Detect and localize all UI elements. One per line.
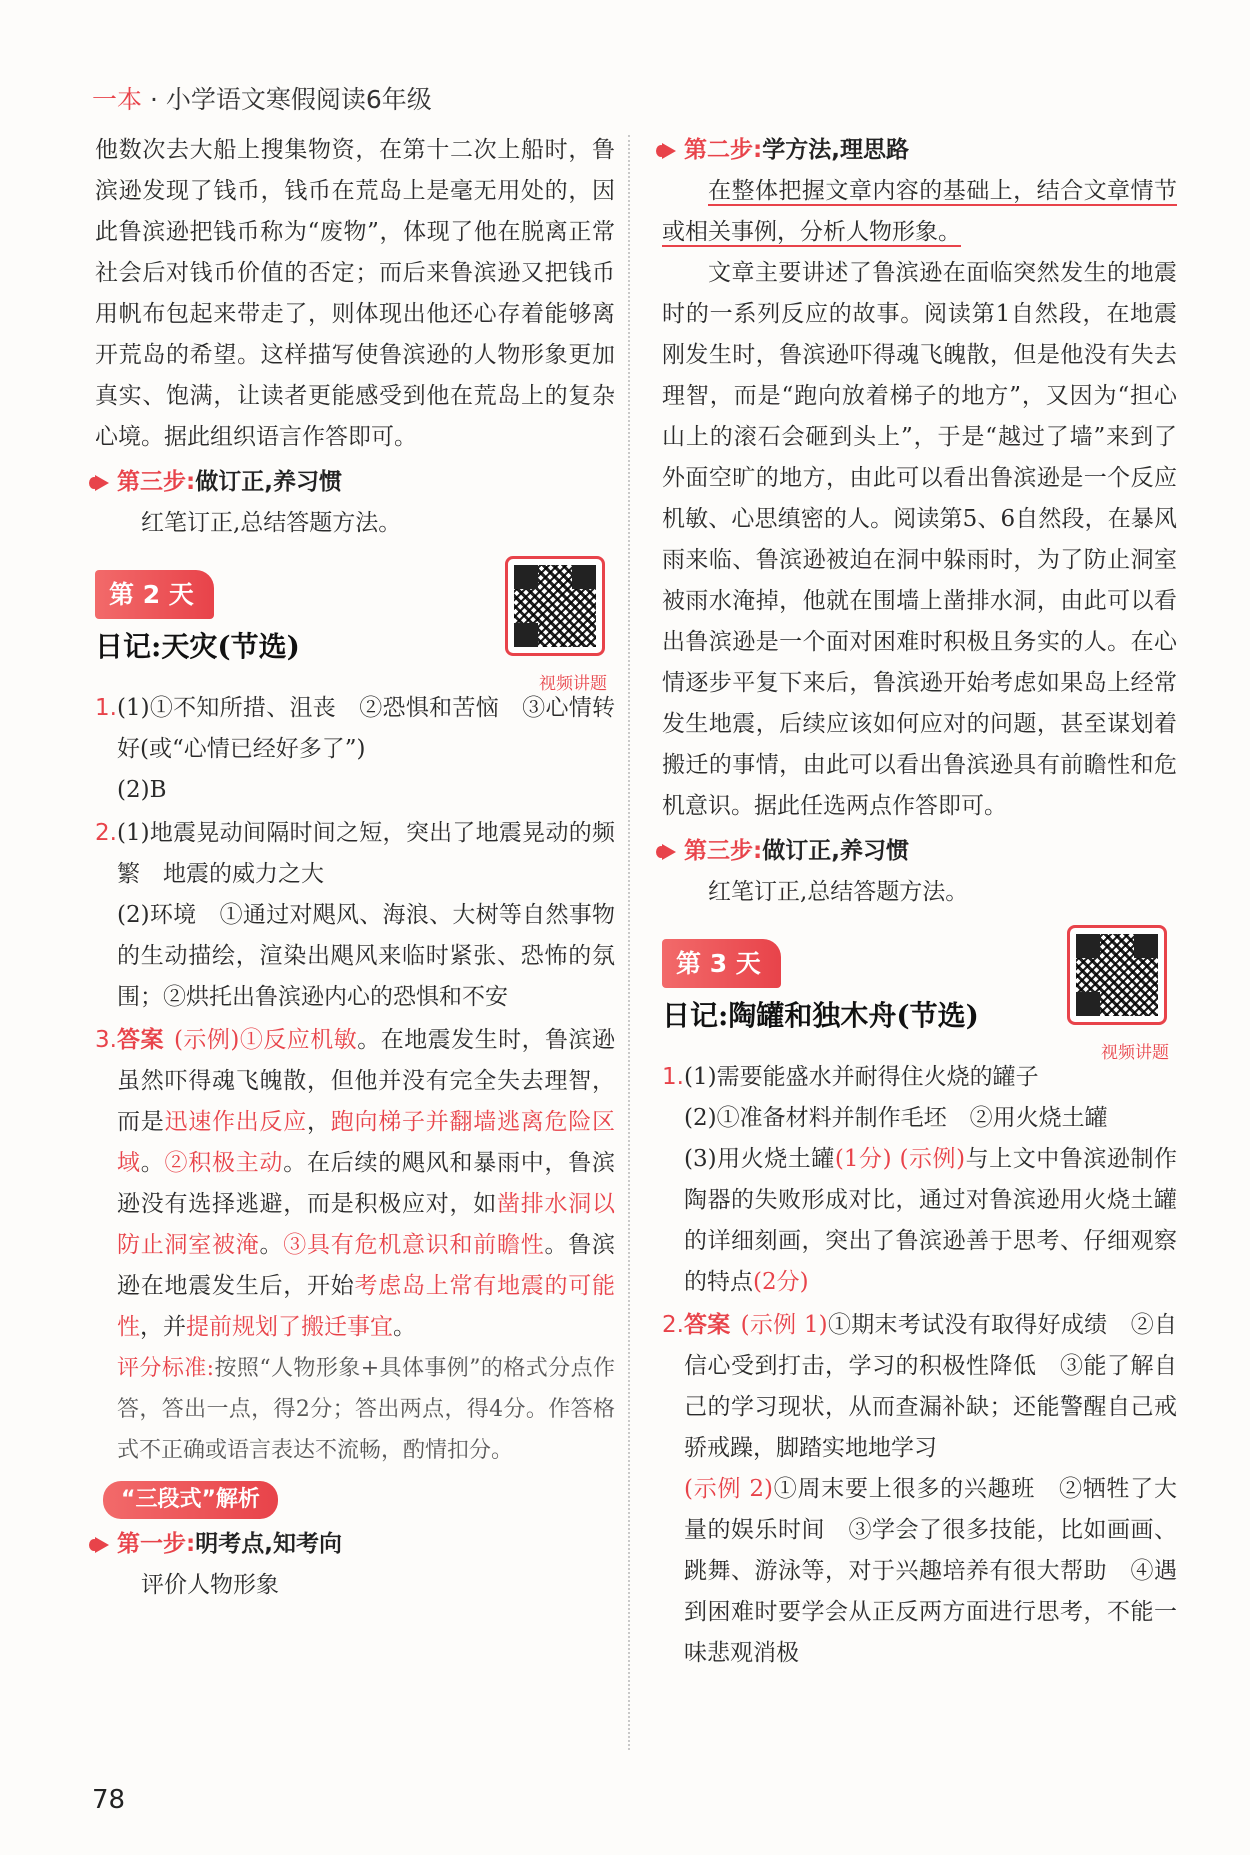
day-title: 日记:陶罐和独木舟(节选) [662,999,979,1032]
text: 。在后续的飓风和暴雨中，鲁滨逊没有选择逃避，而是积极应对，如 [117,1150,615,1217]
left-column [95,130,615,1606]
answer-label: 答案 [684,1312,731,1338]
qr-code-icon[interactable] [505,556,605,656]
example-tag: (示例) [899,1146,966,1172]
step-desc: 做订正,养习惯 [762,838,909,864]
step3-body: 红笔订正,总结答题方法。 [708,879,969,905]
answer-part-2: (2)①准备材料并制作毛坯 ②用火烧土罐 [684,1105,1108,1131]
text: ，并 [140,1314,186,1340]
score: (1分) [834,1146,892,1172]
question-1 [662,1057,1177,1303]
step-desc: 明考点,知考向 [195,1531,342,1557]
scoring-text: 按照“人物形象+具体事例”的格式分点作答，答出一点，得2分；答出两点，得4分。作答格式不正确或语言表达不流畅，酌情扣分。 [117,1356,615,1463]
bullet-arrow-icon [95,1537,109,1553]
text: 。鲁滨逊在地震发生后，开始 [117,1232,615,1299]
step1-body: 评价人物形象 [141,1572,279,1598]
scoring-criteria [117,1348,615,1471]
highlight: ①反应机敏 [239,1027,358,1053]
analysis-paragraph: 文章主要讲述了鲁滨逊在面临突然发生的地震时的一系列反应的故事。阅读第1自然段，在地震刚发生时，鲁滨逊吓得魂飞魄散，但是他没有失去理智，而是“跑向放着梯子的地方”，又因为“担心山上的滚石会砸到头上”，于是“越过了墙”来到了外面空旷的地方，由此可以看出鲁滨逊是一个反应机敏、心思缜密的人。阅读第5、6自然段，在暴风雨来临、鲁滨逊被迫在洞中躲雨时，为了防止洞室被雨水淹掉，他就在围墙上凿排水洞，由此可以看出鲁滨逊是一个面对困难时积极且务实的人。在心情逐步平复下来后，鲁滨逊开始考虑如果岛上经常发生地震，后续应该如何应对的问题，甚至谋划着搬迁的事情，由此可以看出鲁滨逊具有前瞻性和危机意识。据此任选两点作答即可。 [662,260,1177,819]
answer-part-3 [684,1139,1177,1303]
text: ， [307,1109,331,1135]
highlight: ②积极主动 [164,1150,284,1176]
question-number: 2. [662,1312,684,1338]
highlight: 凿排水洞以防止洞室被淹 [117,1191,615,1258]
right-column [662,130,1177,1674]
answer-label: 答案 [117,1027,164,1053]
book-title: 小学语文寒假阅读6年级 [165,85,432,114]
day-tag: 第 3 天 [662,939,781,988]
step-name: 第一步: [117,1531,196,1557]
question-3 [95,1020,615,1471]
three-step-analysis-badge: “三段式”解析 [103,1481,278,1519]
step3-body: 红笔订正,总结答题方法。 [141,510,402,536]
brand-name: 一本 [92,85,143,114]
step2-heading [662,130,1177,171]
step3-heading [662,831,1177,872]
question-number: 1. [95,695,117,721]
example-tag: (示例 2) [684,1476,773,1502]
qr-code-icon[interactable] [1067,925,1167,1025]
step-name: 第三步: [117,469,196,495]
text: 。 [393,1314,416,1340]
bullet-arrow-icon [662,143,676,159]
answer-example-1 [684,1305,1177,1469]
step-desc: 学方法,理思路 [762,137,909,163]
question-number: 1. [662,1064,684,1090]
text: ①期末考试没有取得好成绩 ②自信心受到打击，学习的积极性降低 ③能了解自己的学习现状，从而查漏补缺；还能警醒自己戒骄戒躁，脚踏实地地学习 [684,1312,1178,1461]
text: ①周末要上很多的兴趣班 ②牺牲了大量的娱乐时间 ③学会了很多技能，比如画画、跳舞、游泳等，对于兴趣培养有很大帮助 ④遇到困难时要学会从正反两方面进行思考，不能一味悲观消极 [684,1476,1178,1666]
answer-part-1: (1)需要能盛水并耐得住火烧的罐子 [684,1064,1039,1090]
answer-part-2: (2)B [117,777,167,803]
scoring-label: 评分标准: [117,1356,215,1381]
step-desc: 做订正,养习惯 [195,469,342,495]
text: (3)用火烧土罐 [684,1146,835,1172]
day-tag: 第 2 天 [95,570,214,619]
example-tag: (示例) [173,1027,240,1053]
step2-body [662,171,1177,253]
question-2 [662,1305,1177,1674]
answer-part-1: (1)地震晃动间隔时间之短，突出了地震晃动的频繁 地震的威力之大 [117,820,615,887]
highlight: 跑向梯子并翻墙逃离危险区域 [117,1109,615,1176]
method-text: 在整体把握文章内容的基础上，结合文章情节或相关事例，分析人物形象。 [662,178,1177,245]
intro-paragraph: 他数次去大船上搜集物资，在第十二次上船时，鲁滨逊发现了钱币，钱币在荒岛上是毫无用处的，因此鲁滨逊把钱币称为“废物”，体现了他在脱离正常社会后对钱币价值的否定；而后来鲁滨逊又把钱币用帆布包起来带走了，则体现出他还心存着能够离开荒岛的希望。这样描写使鲁滨逊的人物形象更加真实、饱满，让读者更能感受到他在荒岛上的复杂心境。据此组织语言作答即可。 [95,137,615,450]
text: 。在地震发生时，鲁滨逊虽然吓得魂飞魄散，但他并没有完全失去理智，而是 [117,1027,616,1135]
answer-example-2 [684,1469,1177,1674]
day3-header [662,925,1177,1063]
step3-heading [95,462,615,503]
answer-text [117,1020,615,1471]
highlight: 提前规划了搬迁事宜 [186,1314,393,1340]
day2-header [95,556,615,694]
highlight: 考虑岛上常有地震的可能性 [117,1273,615,1340]
column-divider [628,135,630,1750]
page-number: 78 [92,1785,126,1815]
step-name: 第三步: [684,838,763,864]
question-1 [95,688,615,811]
highlight: ③具有危机意识和前瞻性 [283,1232,545,1258]
question-number: 3. [95,1027,117,1053]
step1-heading [95,1524,615,1565]
video-lesson-link[interactable]: 视频讲题 [1101,1043,1169,1063]
answer-part-1: (1)①不知所措、沮丧 ②恐惧和苦恼 ③心情转好(或“心情已经好多了”) [117,695,615,762]
text: 与上文中鲁滨逊制作陶器的失败形成对比，通过对鲁滨逊用火烧土罐的详细刻画，突出了鲁滨逊善于思考、仔细观察的特点 [684,1146,1178,1295]
text: 。 [140,1150,165,1176]
bullet-arrow-icon [95,475,109,491]
text: 。 [259,1232,284,1258]
step-name: 第二步: [684,137,763,163]
running-header [92,80,432,116]
header-dot: · [149,85,158,114]
bullet-arrow-icon [662,844,676,860]
question-number: 2. [95,820,117,846]
question-2 [95,813,615,1018]
score: (2分) [753,1269,809,1295]
example-tag: (示例 1) [740,1312,828,1338]
day-title: 日记:天灾(节选) [95,630,300,663]
answer-part-2: (2)环境 ①通过对飓风、海浪、大树等自然事物的生动描绘，渲染出飓风来临时紧张、恐怖的氛围；②烘托出鲁滨逊内心的恐惧和不安 [117,902,615,1010]
video-lesson-link[interactable]: 视频讲题 [539,674,607,694]
highlight: 迅速作出反应 [164,1109,307,1135]
